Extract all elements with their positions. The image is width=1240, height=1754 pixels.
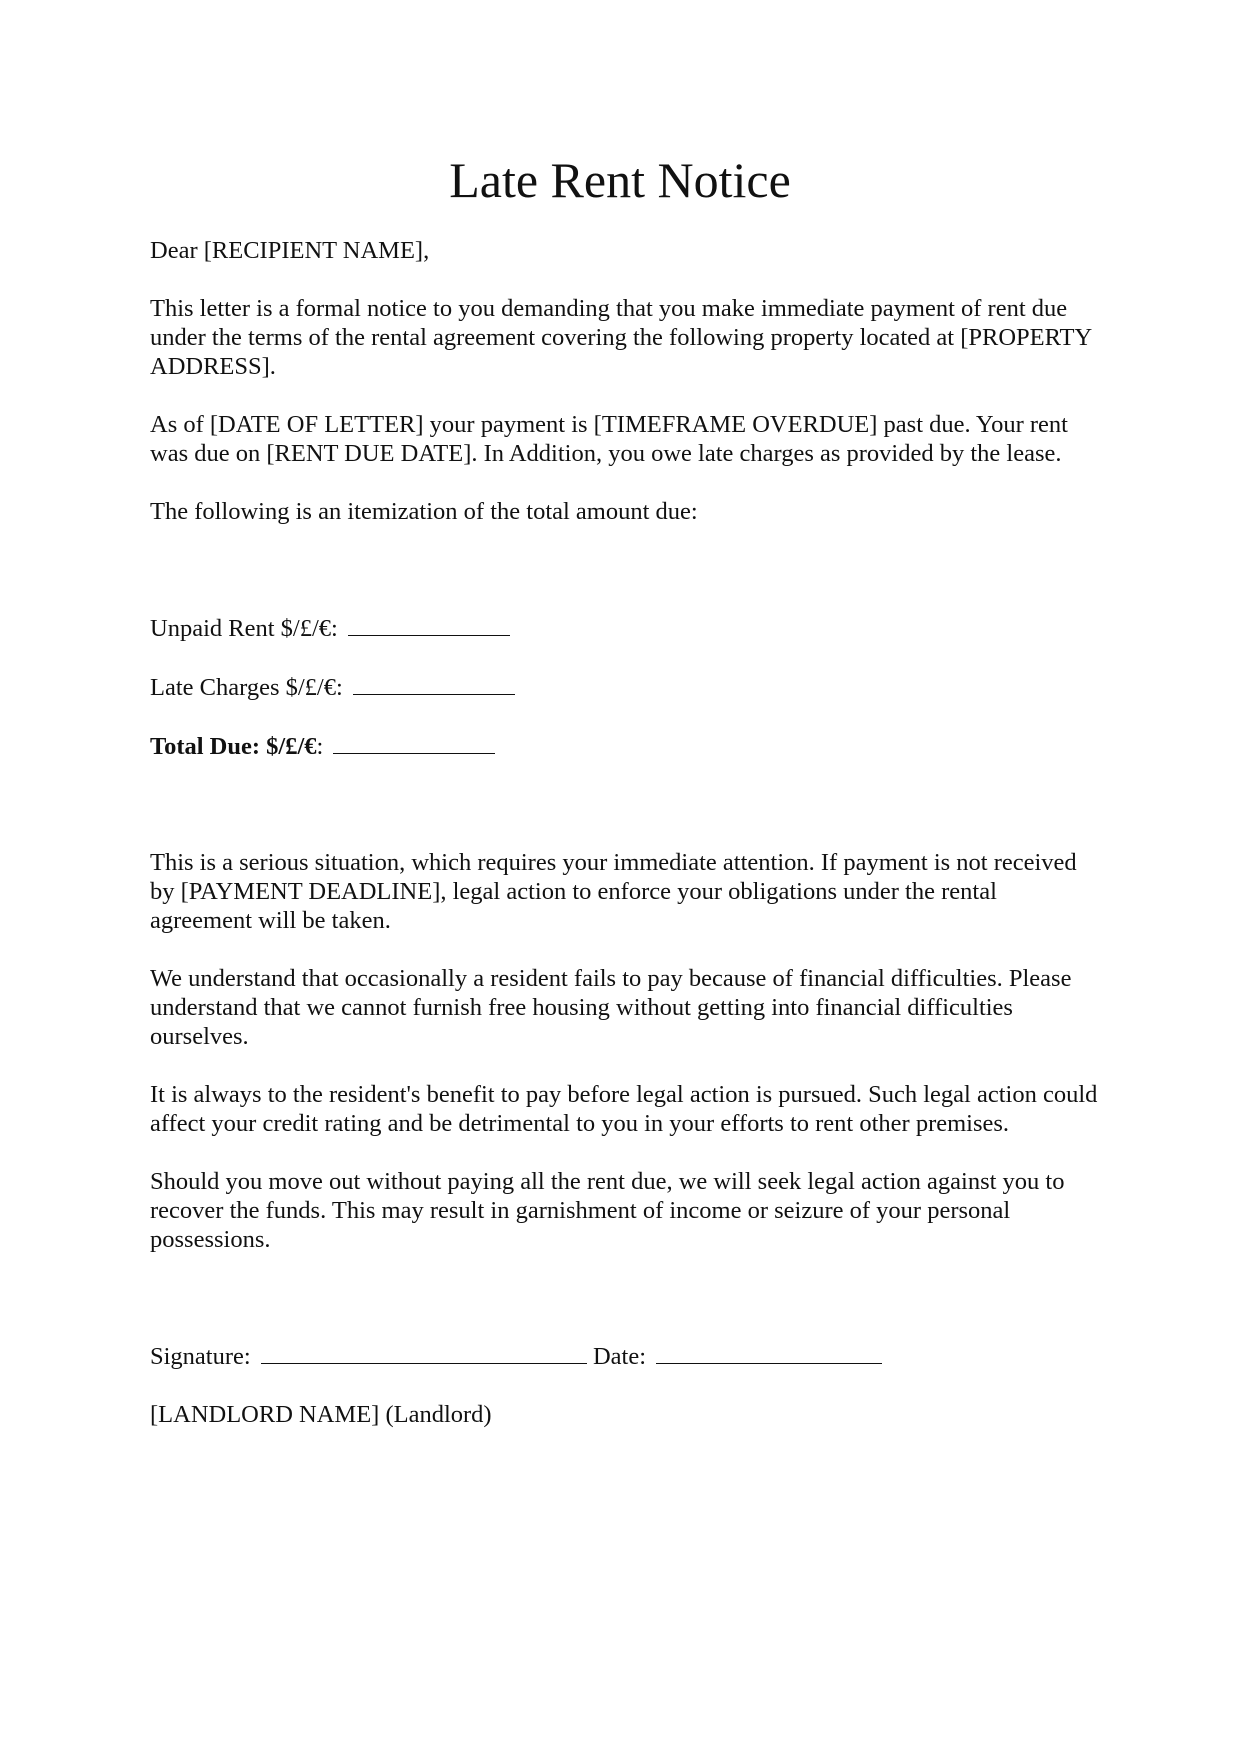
date-label: Date: [592,1343,647,1370]
paragraph-legal-action-benefit: It is always to the resident's benefit to pay before legal action is pursued. Such legal action could affect your credit rating and be detrimental to you in your efforts to rent other premises. [150,1081,1098,1137]
unpaid-rent-blank [348,613,510,636]
landlord-name-line: [LANDLORD NAME] (Landlord) [150,1401,492,1428]
signature-row [150,1341,1100,1371]
unpaid-rent-label: Unpaid Rent $/£/€: [150,615,338,642]
total-due-blank [333,731,495,754]
unpaid-rent-row [150,613,1100,643]
late-charges-label: Late Charges $/£/€: [150,674,343,701]
itemization-intro: The following is an itemization of the total amount due: [150,498,698,525]
paragraph-serious-situation: This is a serious situation, which requires your immediate attention. If payment is not received by [PAYMENT DEADLINE], legal action to enforce your obligations under the rental agreement will be taken. [150,849,1077,934]
total-due-label: Total Due: $/£/€ [150,733,317,760]
letter-body [150,236,1100,1429]
signature-blank [261,1341,587,1364]
paragraph-financial-difficulties: We understand that occasionally a resident fails to pay because of financial difficulties. Please understand that we cannot furnish free housing without getting into financial difficulties ourselves. [150,965,1072,1050]
date-blank [656,1341,882,1364]
paragraph-payment-status: As of [DATE OF LETTER] your payment is [TIMEFRAME OVERDUE] past due. Your rent was due on [RENT DUE DATE]. In Addition, you owe late charges as provided by the lease. [150,411,1068,467]
late-charges-blank [353,672,515,695]
total-due-colon: : [316,733,324,760]
total-due-row [150,731,1100,761]
paragraph-formal-notice: This letter is a formal notice to you demanding that you make immediate payment of rent due under the terms of the rental agreement covering the following property located at [PROPERTY ADDRESS]. [150,295,1092,380]
salutation: Dear [RECIPIENT NAME], [150,237,430,264]
paragraph-move-out: Should you move out without paying all the rent due, we will seek legal action against you to recover the funds. This may result in garnishment of income or seizure of your personal possessions. [150,1168,1065,1253]
late-charges-row [150,672,1100,702]
signature-label: Signature: [150,1343,251,1370]
document-title: Late Rent Notice [449,152,791,208]
